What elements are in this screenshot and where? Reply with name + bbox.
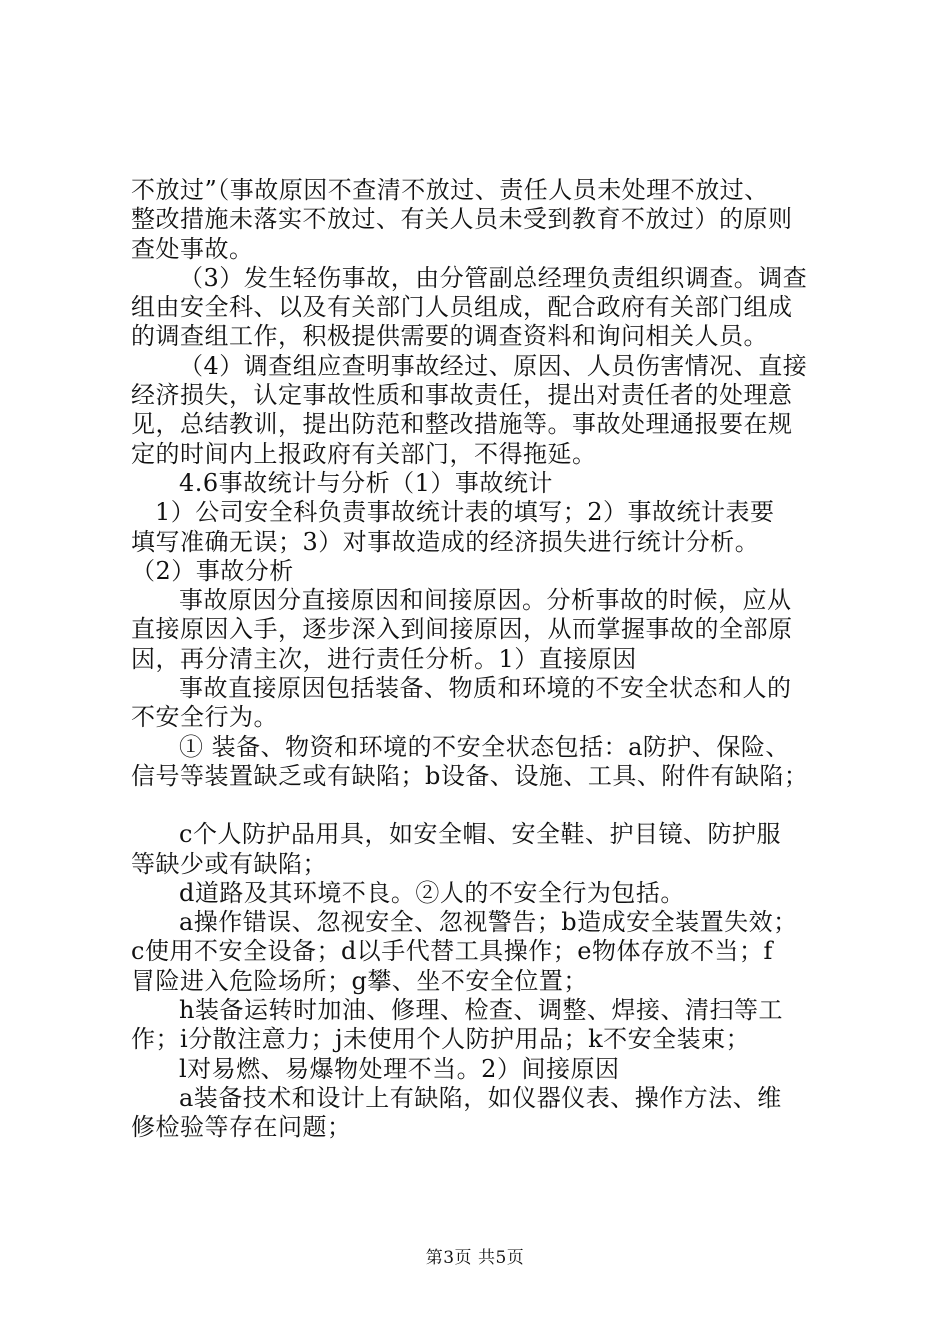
text-line: l对易燃、易爆物处理不当。2）间接原因 <box>179 1054 620 1083</box>
text-line: 组由安全科、以及有关部门人员组成，配合政府有关部门组成 <box>131 293 793 322</box>
text-line: 直接原因入手，逐步深入到间接原因，从而掌握事故的全部原 <box>131 615 793 644</box>
text-line: 见，总结教训，提出防范和整改措施等。事故处理通报要在规 <box>131 410 793 439</box>
text-line: （4）调查组应查明事故经过、原因、人员伤害情况、直接 <box>179 351 808 380</box>
text-line: 因，再分清主次，进行责任分析。1）直接原因 <box>131 644 637 673</box>
text-line: a装备技术和设计上有缺陷，如仪器仪表、操作方法、维 <box>179 1083 782 1112</box>
text-line: ① 装备、物资和环境的不安全状态包括：a防护、保险、 <box>179 732 790 761</box>
section-heading: 4.6事故统计与分析（1）事故统计 <box>179 468 553 497</box>
text-line: 作；i分散注意力；j未使用个人防护用品；k不安全装束； <box>131 1025 751 1054</box>
text-line: c个人防护品用具，如安全帽、安全鞋、护目镜、防护服 <box>179 820 781 849</box>
subsection-heading: （2）事故分析 <box>131 556 294 585</box>
text-line: h装备运转时加油、修理、检查、调整、焊接、清扫等工 <box>179 996 783 1025</box>
text-line: 定的时间内上报政府有关部门，不得拖延。 <box>131 439 597 468</box>
text-line: 不放过”（事故原因不查清不放过、责任人员未处理不放过、 <box>131 176 769 204</box>
page-number-footer: 第3页 共5页 <box>425 1248 525 1268</box>
text-line: 的调查组工作，积极提供需要的调查资料和询问相关人员。 <box>131 322 768 351</box>
text-line: 事故原因分直接原因和间接原因。分析事故的时候，应从 <box>179 586 792 615</box>
text-line: c使用不安全设备；d以手代替工具操作；e物体存放不当；f <box>131 937 773 966</box>
text-line: d道路及其环境不良。②人的不安全行为包括。 <box>179 878 685 907</box>
text-line: a操作错误、忽视安全、忽视警告；b造成安全装置失效； <box>179 908 798 937</box>
text-line: 修检验等存在问题； <box>131 1113 352 1142</box>
text-line: 不安全行为。 <box>131 703 278 732</box>
text-line: 整改措施未落实不放过、有关人员未受到教育不放过）的原则 <box>131 205 793 234</box>
text-line: 事故直接原因包括装备、物质和环境的不安全状态和人的 <box>179 674 792 703</box>
text-line: （3）发生轻伤事故，由分管副总经理负责组织调查。调查 <box>179 263 808 292</box>
document-body <box>131 176 841 1143</box>
text-line: 信号等装置缺乏或有缺陷；b设备、设施、工具、附件有缺陷； <box>131 761 809 790</box>
text-line: 1）公司安全科负责事故统计表的填写；2）事故统计表要 <box>155 498 775 527</box>
text-line: 冒险进入危险场所；g攀、坐不安全位置； <box>131 966 588 995</box>
text-line: 经济损失，认定事故性质和事故责任，提出对责任者的处理意 <box>131 381 793 410</box>
text-line: 填写准确无误；3）对事故造成的经济损失进行统计分析。 <box>131 527 760 556</box>
text-line: 等缺少或有缺陷； <box>131 849 327 878</box>
text-line: 查处事故。 <box>131 234 254 263</box>
